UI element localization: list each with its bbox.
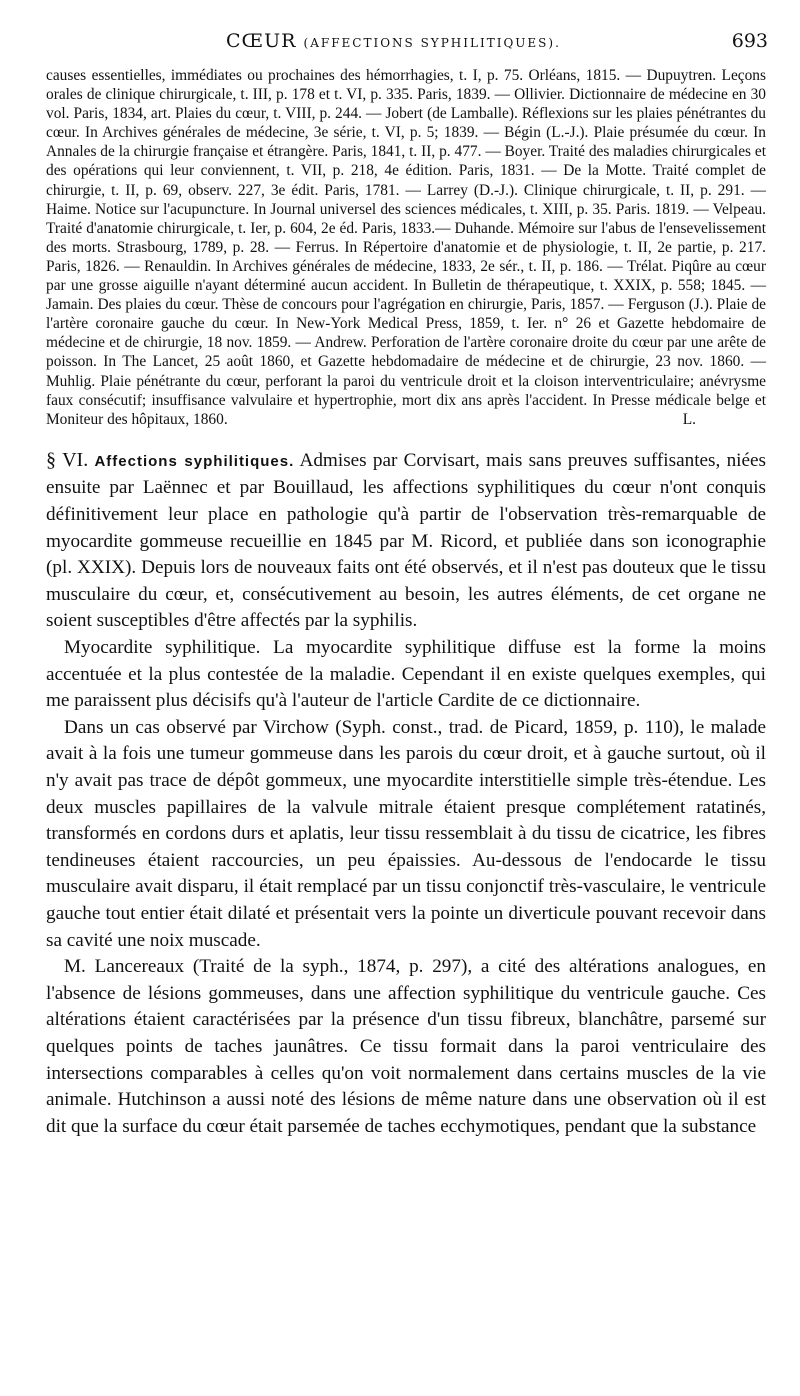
- bibliography-block: [46, 66, 766, 429]
- author-signature: L.: [682, 410, 696, 428]
- section-paragraph: [46, 447, 766, 635]
- running-header: [46, 30, 766, 66]
- paragraph-text: Admises par Corvisart, mais sans preuves suffisantes, niées ensuite par Laënnec et par Bouillaud, les affections syphilitiques du cœur n'ont conquis définitivement leur place en pathologie qu'à partir de l'observation très-remarquable de myocardite gommeuse recueillie en 1845 par M. Ricord, et publiée dans son iconographie (pl. XXIX). Depuis lors de nouveaux faits ont été observés, et il n'est pas douteux que le tissu musculaire du cœur, et, consécutivement au besoin, les autres éléments, de cet organe ne soient susceptibles d'être affectés par la syphilis.: [46, 449, 766, 632]
- section-paragraph: Dans un cas observé par Virchow (Syph. const., trad. de Picard, 1859, p. 110), le malade avait à la fois une tumeur gommeuse dans les parois du cœur droit, et à gauche surtout, où il n'y avait pas trace de dépôt gommeux, une myocardite interstitielle simple très-étendue. Les deux muscles papillaires de la valvule mitrale étaient presque complétement ratatinés, transformés en cordons durs et aplatis, leur tissu ressemblait à du tissu de cicatrice, les fibres tendineuses étaient raccourcies, un peu épaissies. Au-dessous de l'endocarde le tissu musculaire avait disparu, il était remplacé par un tissu conjonctif très-vasculaire, le ventricule gauche tout entier était dilaté et présentait vers la pointe un diverticule pouvant recevoir dans sa cavité une noix muscade.: [46, 716, 766, 951]
- section-number: § VI.: [46, 448, 89, 471]
- document-page: [46, 30, 766, 1140]
- running-title-main: CŒUR: [226, 30, 297, 52]
- page-number: 693: [731, 30, 768, 52]
- bibliography-text: causes essentielles, immédiates ou prochaines des hémorrhagies, t. I, p. 75. Orléans, 1815. — Dupuytren. Leçons orales de clinique chirurgicale, t. III, p. 178 et t. VI, p. 335. Paris, 1839. — Ollivier. Dictionnaire de médecine en 30 vol. Paris, 1834, art. Plaies du cœur, t. VIII, p. 244. — Jobert (de Lamballe). Réflexions sur les plaies pénétrantes du cœur. In Archives générales de médecine, 3e série, t. VI, p. 5; 1839. — Bégin (L.-J.). Plaie présumée du cœur. In Annales de la chirurgie française et étrangère. Paris, 1841, t. II, p. 477. — Boyer. Traité des maladies chirurgicales et des opérations qui leur conviennent, t. VII, p. 218, 4e édition. Paris, 1831. — De la Motte. Traité complet de chirurgie, t. II, p. 69, observ. 227, 3e édit. Paris, 1781. — Larrey (D.-J.). Clinique chirurgicale, t. II, p. 291. — Haime. Notice sur l'acupuncture. In Journal universel des sciences médicales, t. XIII, p. 35. Paris. 1819. — Velpeau. Traité d'anatomie chirurgicale, t. Ier, p. 604, 2e éd. Paris, 1833.— Duhande. Mémoire sur l'abus de l'ensevelissement des morts. Strasbourg, 1789, p. 28. — Ferrus. In Répertoire d'anatomie et de physiologie, t. II, 2e partie, p. 217. Paris, 1826. — Renauldin. In Archives générales de médecine, 1833, 2e sér., t. II, p. 186. — Trélat. Piqûre au cœur par une grosse aiguille n'ayant déterminé aucun accident. In Bulletin de thérapeutique, t. XXIX, p. 558; 1845. — Jamain. Des plaies du cœur. Thèse de concours pour l'agrégation en chirurgie, Paris, 1857. — Ferguson (J.). Plaie de l'artère coronaire gauche du cœur. In New-York Medical Press, 1859, t. Ier. n° 26 et Gazette hebdomaire de médecine et de chirurgie, 18 nov. 1859. — Andrew. Perforation de l'artère coronaire droite du cœur par une arête de poisson. In The Lancet, 25 août 1860, et Gazette hebdomadaire de médecine et de chirurgie, 23 nov. 1860. — Muhlig. Plaie pénétrante du cœur, perforant la paroi du ventricule droit et la cloison interventriculaire; anévrysme faux consécutif; insuffisance valvulaire et hypertrophie, mort dix ans après l'accident. In Presse médicale belge et Moniteur des hôpitaux, 1860.: [46, 67, 766, 428]
- running-title: [226, 30, 561, 52]
- section-paragraph: M. Lancereaux (Traité de la syph., 1874, p. 297), a cité des altérations analogues, en l'absence de lésions gommeuses, dans une affection syphilitique du ventricule gauche. Ces altérations étaient caractérisées par la présence d'un tissu fibreux, blanchâtre, parsemé sur quelques points de taches jaunâtres. Ce tissu formait dans la paroi ventriculaire des intersections comparables à celles qu'on voit normalement dans certains muscles de la vie animale. Hutchinson a aussi noté des lésions de même nature dans une observation où il est dit que la surface du cœur était parsemée de taches ecchymotiques, pendant que la substance: [46, 956, 766, 1137]
- section-title: Affections syphilitiques.: [94, 452, 295, 470]
- section-paragraph: Myocardite syphilitique. La myocardite syphilitique diffuse est la forme la moins accentuée et la plus contestée de la maladie. Cependant il en existe quelques exemples, qui me paraissent plus décisifs qu'à l'auteur de l'article Cardite de ce dictionnaire.: [46, 637, 766, 712]
- running-title-sub: (AFFECTIONS SYPHILITIQUES).: [303, 36, 561, 50]
- section-body: [46, 447, 766, 1140]
